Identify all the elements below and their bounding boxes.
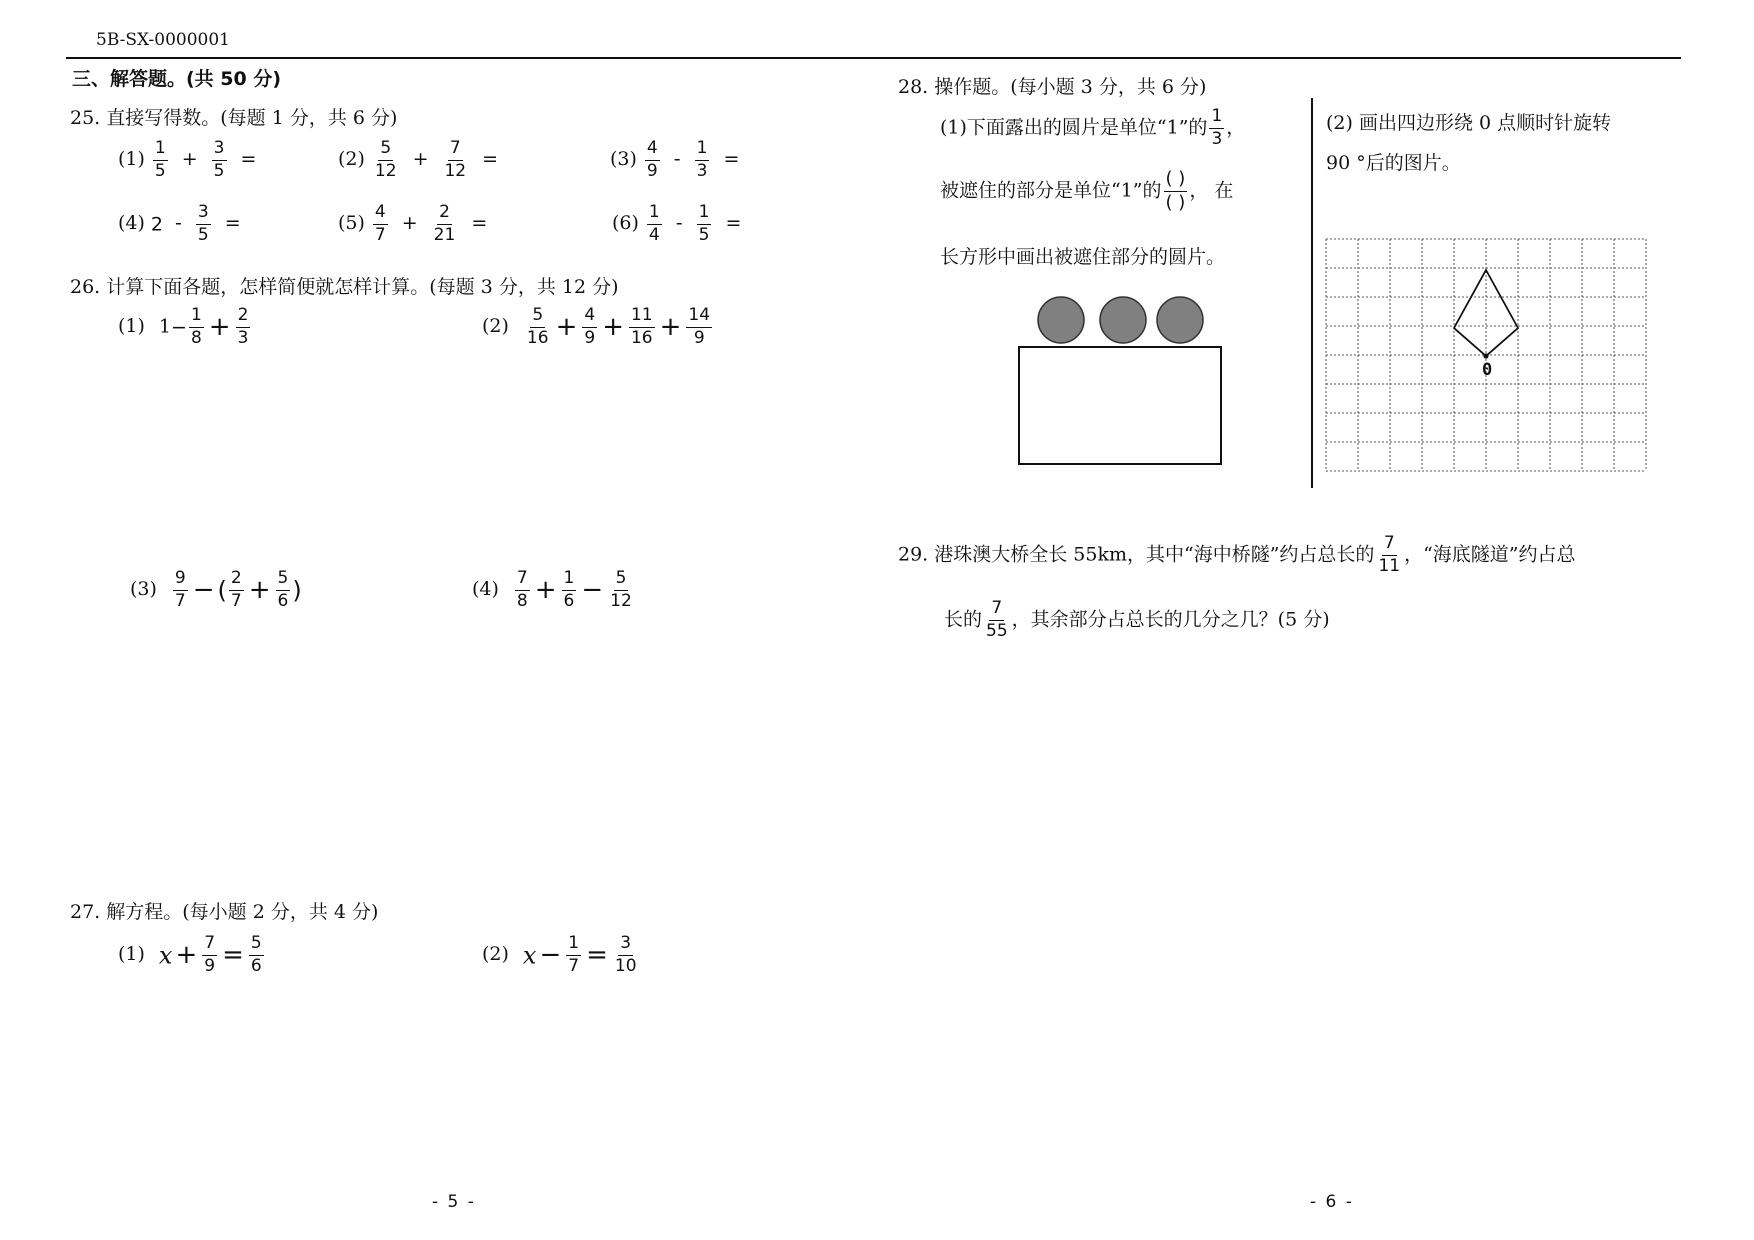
q27-equation-1: (1) x + $\frac{7}{9}$ = $\frac{5}{6}$ — [118, 933, 262, 976]
page-number-right: - 6 - — [1310, 1192, 1354, 1212]
header-rule — [66, 57, 1681, 59]
q29-line1: 29. 港珠澳大桥全长 55km，其中“海中桥隧”约占总长的 $\frac{7}{11}$ ，“海底隧道”约占总 — [898, 533, 1576, 576]
q28-part2-line2: 90 °后的图片。 — [1326, 152, 1461, 174]
q27-equation-2: (2) x − $\frac{1}{7}$ = $\frac{3}{10}$ — [482, 933, 637, 976]
visible-circle-1 — [1038, 297, 1084, 343]
q28-part1-line3: 长方形中画出被遮住部分的圆片。 — [940, 246, 1226, 268]
q28-divider — [1311, 98, 1313, 488]
q25-title: 25. 直接写得数。(每题 1 分，共 6 分) — [70, 107, 398, 129]
q28-part2-line1: (2) 画出四边形绕 0 点顺时针旋转 — [1326, 112, 1612, 134]
visible-circle-2 — [1100, 297, 1146, 343]
page-number-left: - 5 - — [432, 1192, 476, 1212]
q26-problem-2: (2) $\frac{5}{16}$ + $\frac{4}{9}$ + $\frac{11}{16}$ + $\frac{14}{9}$ — [482, 305, 711, 348]
q26-problem-1: (1) 1− $\frac{1}{8}$ + $\frac{2}{3}$ — [118, 305, 249, 348]
q28-title: 28. 操作题。(每小题 3 分，共 6 分) — [898, 76, 1207, 98]
q25-item-1: (1) $\frac{1}{5}$ + $\frac{3}{5}$ = — [118, 138, 257, 181]
q27-title: 27. 解方程。(每小题 2 分，共 4 分) — [70, 901, 379, 923]
q28-part1-line2: 被遮住的部分是单位“1”的 $\frac{( )}{( )}$ ， 在 — [940, 168, 1234, 213]
q25-item-5: (5) $\frac{4}{7}$ + $\frac{2}{21}$ = — [338, 202, 488, 245]
cover-rectangle — [1019, 347, 1221, 464]
rotation-point — [1483, 353, 1488, 358]
document-code: 5B-SX-0000001 — [96, 30, 230, 50]
q26-problem-3: (3) $\frac{9}{7}$ − ( $\frac{2}{7}$ + $\frac{5}{6}$ ) — [130, 568, 302, 611]
q25-item-4: (4) 2 - $\frac{3}{5}$ = — [118, 202, 241, 245]
section-title: 三、解答题。(共 50 分) — [72, 68, 282, 90]
q26-title: 26. 计算下面各题，怎样简便就怎样计算。(每题 3 分，共 12 分) — [70, 276, 619, 298]
q29-line2: 长的 $\frac{7}{55}$ ，其余部分占总长的几分之几？(5 分) — [944, 598, 1330, 641]
q28-circles-figure — [1010, 290, 1230, 470]
point-label-0: 0 — [1482, 360, 1493, 380]
q28-rotation-grid — [1325, 238, 1655, 474]
q28-part1-line1: (1)下面露出的圆片是单位“1”的 $\frac{1}{3}$ ， — [940, 106, 1246, 149]
q25-item-6: (6) $\frac{1}{4}$ - $\frac{1}{5}$ = — [612, 202, 742, 245]
q26-problem-4: (4) $\frac{7}{8}$ + $\frac{1}{6}$ − $\frac{5}{12}$ — [472, 568, 632, 611]
visible-circle-3 — [1157, 297, 1203, 343]
q25-item-2: (2) $\frac{5}{12}$ + $\frac{7}{12}$ = — [338, 138, 499, 181]
q25-item-3: (3) $\frac{4}{9}$ - $\frac{1}{3}$ = — [610, 138, 740, 181]
